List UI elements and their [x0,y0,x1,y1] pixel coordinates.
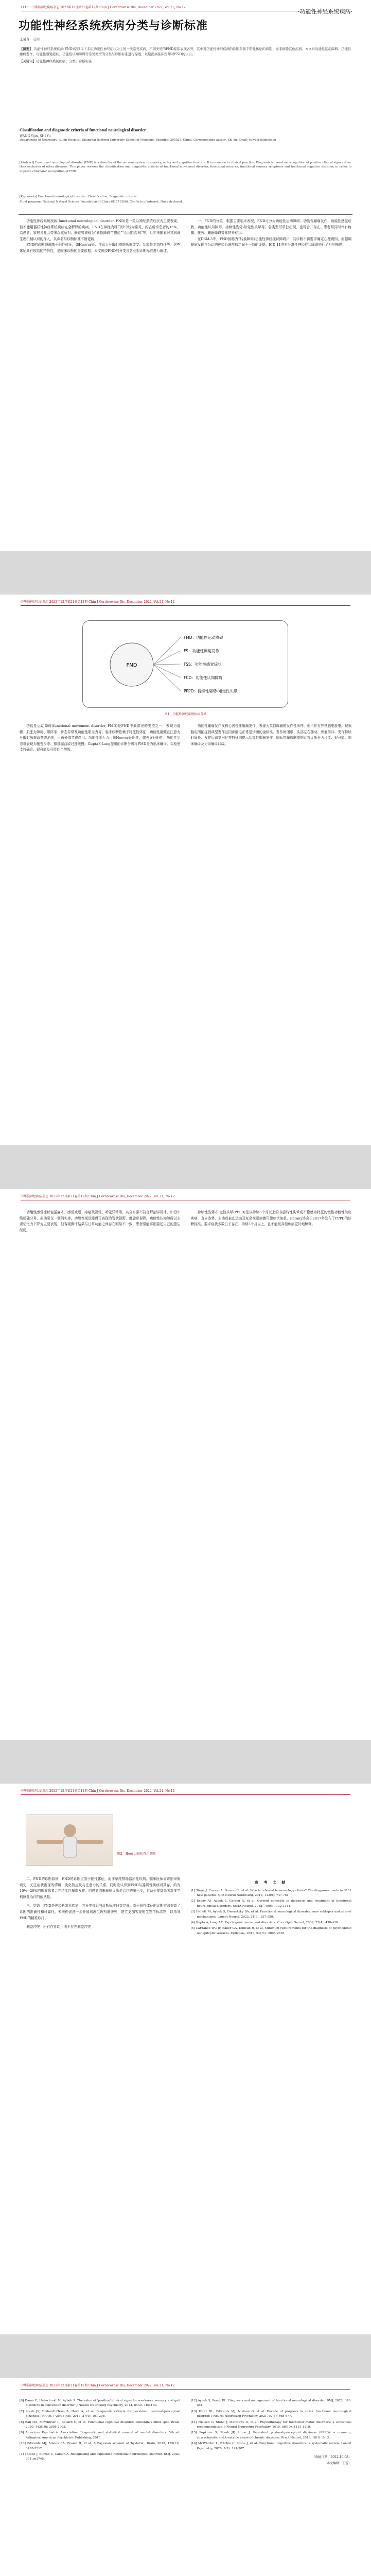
running-header-text: 中华脑神经疾病杂志 2022年12月第21卷第12期 Chin J Cerebrovasc Dis, December 2022, Vol.21, No.12 [31,6,186,9]
abstract-zh [20,46,351,64]
english-affiliation: Department of Neurology, Ruijin Hospital, Shanghai Jiaotong University School of Medicine, Shanghai 200025, China. Corresponding author: Shi Yu, Email: shiyu@example.cn [20,139,276,142]
english-keywords: [Key words] Functional neurological disorder; Classification; Diagnostic criteria [20,195,137,198]
running-header-text: 中华脑神经疾病杂志 2022年12月第21卷第12期 Chin J Cerebrovasc Dis, December 2022, Vol.21, No.12 [21,1789,175,1793]
figure-1 [82,620,288,708]
reference-item: [5] LaFrance WC Jr, Baker GA, Duncan R, et al. Minimum requirements for the diagnosis of psychogenic nonepileptic seizures. Epilepsia, 2013, 54(11): 2005-2018. [190,1927,351,1935]
reference-item: [10] Edwards MJ, Adams RA, Brown H, et al. A Bayesian account of 'hysteria'. Brain, 2012, 135(11): 3495-3512. [20,2442,181,2450]
reference-item: [4] Gupta A, Lang AE. Psychogenic movement disorders. Curr Opin Neurol, 2009, 22(4): 430-436. [190,1921,339,1925]
english-abstract: [Abstract] Functional neurological disorder (FND) is a disorder of the nervous system in sensory, motor and cognitive function. It is common in clinical practice. Diagnosis is based on recognition of positive clinical signs rather than exclusion of other diseases. This paper reviews the classification and diagnostic criteria of functional movement disorder, functional seizures, functional sensory symptoms and functional cognitive disorder, in order to improve clinicians' recognition of FND. [20,161,351,173]
page-5 [0,2378,371,2576]
figure-1-connector [153,665,181,677]
paragraph: 三、结语 FND是神经科常见疾病，其分类体系与诊断标准日益完善。基于阳性体征的诊断方法提高了诊断的准确性和可靠性。未来仍需进一步开展病理生理机制研究，建立更加客观的生物学标志物，以指导FND的精准诊疗。 [20,1904,181,1920]
fnd-hub-label: FND [126,663,137,668]
page-number: 1116 [21,6,29,9]
reference-item: [2] Espay AJ, Aybek S, Carson A, et al. Current concepts in diagnosis and treatment of functional neurological disorders. JAMA Neurol, 2018, 75(9): 1132-1141. [190,1900,351,1908]
paragraph: 持续性姿势-知觉性头晕(PPPD)是以持续3个月以上的非旋转性头晕或不稳感为特征的慢性功能性前庭疾病，直立姿势、主动或被动运动及复杂视觉刺激可使症状加重。Bárány协会于2017年发布了PPPD的诊断标准，要求症状多数日子存在、持续3个月以上，且不能被其他疾病更好地解释。 [190,1210,351,1227]
reference-item: [8] Ball HA, McWhirter L, Ballard C, et al. Functional cognitive disorder: dementia's blind spot. Brain, 2020, 143(10): 2895-2903. [20,2420,181,2429]
page-title: 功能性神经系统疾病分类与诊断标准 [19,20,208,32]
conflict-statement: 利益冲突 所有作者均声明不存在利益冲突 [26,1925,91,1929]
figure-1-connector [153,637,181,665]
received-date: （收稿日期：2022-10-08） [312,2455,351,2460]
reference-list [20,2399,181,2462]
reference-item: [11] Stone J, Burton C, Carson A. Recognising and explaining functional neurological disorder. BMJ, 2020, 371: m3745. [20,2453,181,2461]
figure-1-items [153,635,238,693]
abstract-label: 【摘要】 [20,47,33,51]
reference-item: [3] Hallett M, Aybek S, Dworetzky BA, et al. Functional neurological disorder: new subtypes and shared mechanisms. Lancet Neurol, 2022, 21(6): 537-550. [190,1910,351,1919]
abstract-text: 功能性神经系统疾病(FND)是以以下多组功能性神经症状为主的一类常见疾病，不同类型的FND临床表现各异，其中对功能性神经疾病的诊断多基于阳性体征的识别，而非排除其他疾病。本文对功能性运动障碍、功能性癫痫发作、功能性感觉症状、功能性认知障碍等常见类型的分类与诊断标准进行综述，以期提高临床医师对FND的认识。 [20,47,351,56]
paragraph: 在DSM-5中，FND被称为“转换障碍(功能性神经症状障碍)”，其诊断不再要求确定心理诱因，而强调临床发现与公认的神经系统疾病之间不一致的证据。ICD-11亦对分离性神经症状障碍进行了相应描述。 [190,236,351,247]
running-header [21,1788,350,1795]
reference-item: [9] American Psychiatric Association. Diagnostic and statistical manual of mental disorders. 5th ed. Arlington: American Psychiatric Publishing, 2013. [20,2431,181,2439]
column-left [20,218,181,533]
figure-1-item: FSS：功能性感觉症状 [184,662,222,667]
column-right [191,1876,352,2319]
column-right [191,1210,352,1725]
page-3 [0,1189,371,1740]
figure-1-connector [153,664,181,665]
reference-list [191,2399,352,2451]
paragraph: 一、FND的分类 根据主要临床表现，FND可分为功能性运动障碍、功能性癫痫发作、功能性感觉症状、功能性认知障碍、持续性姿势-知觉性头晕等。各类型可单独出现，也可合并存在。患者常同时伴有疼痛、疲劳、睡眠障碍等非特异症状。 [190,219,351,235]
reference-item: [12] Aybek S, Perez DL. Diagnosis and management of functional neurological disorder. BMJ, 2022, 376: o64. [190,2399,351,2408]
running-header-text: 中华脑神经疾病杂志 2022年12月第21卷第12期 Chin J Cerebrovasc Dis, December 2022, Vol.21, No.12 [21,600,175,604]
column-right [191,723,352,1130]
column-left [20,723,181,1130]
paragraph: 功能性运动障碍(functional movement disorder, FMD)是FND中最常见的类型之一，表现为震颤、肌张力障碍、肌阵挛、步态异常及功能性肌无力等。临床诊断依赖于特征性体征：功能性震颤在注意力分散时频率改变或消失，可被外部节律牵引；功能性肌无力可见Hoover征阳性、髋外展征阳性；功能性步态常表现为拖曳步态、膝部屈曲或过度缓慢。Gupta和Lang提出的诊断分级将FMD分为临床确诊、实验室支持确诊、很可能及可能四个等级。 [20,724,181,752]
head-shape [64,1824,76,1837]
reference-item: [16] McWhirter L, Ritchie C, Stone J, et al. Functional cognitive disorders: a systematic review. Lancet Psychiatry, 2020, 7(2): 191-207. [190,2442,351,2450]
page-1 [0,0,371,551]
arm-right-shape [77,1840,103,1844]
references-heading: 参 考 文 献 [255,1880,288,1885]
running-header [21,2382,350,2389]
english-title: Classification and diagnostic criteria of functional neurological disorder [20,128,146,132]
paragraph: 功能性感觉症状包括麻木、感觉减退、疼痛及视觉、听觉异常等，其分布常不符合解剖学规律，如沿中线精确分界、振动觉仅一侧消失等。功能性视觉障碍可表现为管状视野、螺旋形视野。功能性认知障碍以主观记忆力下降为主要表现，但客观测评结果与日常功能之间存在明显不一致，患者常能详细描述自己的遗忘经历。 [20,1210,181,1232]
running-header [21,599,350,606]
figure-1-caption: 图1 功能性神经系统疾病分类 [164,713,207,716]
paragraph: 二、FND的诊断原则 FND的诊断应基于阳性体征，而非单纯排除器质性疾病。临床医师需详细采集病史，关注症状出现的情境、变化特点及与注意力的关系。同时应认识到FND与器质性疾病可共存，约有10%~20%的癫痫患者合并功能性癫痫发作。向患者清晰解释诊断是治疗的第一步，有助于提高患者对多学科康复治疗的依从性。 [20,1877,181,1899]
figure-2-caption: 图2 Hoover征检查示意图 [117,1852,156,1856]
column-title: ·功能性神经系统疾病· [298,8,352,15]
page-4 [0,1784,371,2334]
figure-1-item: FS：功能性癫痫发作 [184,649,219,653]
body-columns [20,2399,351,2576]
torso-shape [63,1837,77,1857]
paragraph: FND的诊断强调基于阳性体征，如Hoover征、注意力分散时震颤频率改变、功能性步态特征等。这些体征具有较高的特异性，是临床诊断的重要依据。本文围绕FND的分类及各亚型诊断标准进行阐述。 [20,243,181,253]
paragraph: 功能性癫痫发作又称心因性非癫痫发作，表现为类似癫痫的发作性事件，但不伴有异常脑电放电。视频脑电图捕捉到典型发作且同步脑电正常是诊断的金标准。发作时闭眼、头部左右摆动、骨盆前冲、发作持续时间长、发作后即刻回忆等特征均提示功能性癫痫发作。国际抗癫痫联盟据此将诊断分为可能、很可能、临床确诊及记录确诊四级。 [190,724,351,746]
figure-1-item: FCD：功能性认知障碍 [184,675,223,680]
reference-item: [1] Stone J, Carson A, Duncan R, et al. Who is referred to neurology clinics? The diagnoses made in 3781 new patients. Clin Neurol Neurosurg, 2010, 112(9): 747-751. [190,1889,351,1897]
person-figure [26,1815,114,1867]
figure-1-item: FMD：功能性运动障碍 [184,635,223,640]
reference-item: [6] Daum C, Hubschmid M, Aybek S. The value of 'positive' clinical signs for weakness, sensory and gait disorders in conversion disorder. J Neurol Neurosurg Psychiatry, 2014, 85(2): 180-190. [20,2399,181,2408]
english-authors: WANG Yijin, SHI Yu [20,134,51,138]
keywords-zh: 【关键词】功能性神经系统疾病；分类；诊断标准 [20,59,92,63]
column-left [20,2399,181,2576]
body-columns [20,218,351,533]
running-header-text: 中华脑神经疾病杂志 2022年12月第21卷第12期 Chin J Cerebrovasc Dis, December 2022, Vol.21, No.12 [21,2384,175,2387]
body-columns [20,1876,351,2319]
reference-item: [15] Popkirov S, Staab JP, Stone J. Persistent postural-perceptual dizziness (PPPD): a common, characteristic and treatable cause of chronic dizziness. Pract Neurol, 2018, 18(1): 5-13. [190,2431,351,2439]
figure-1-connector [153,651,181,665]
column-right [191,218,352,533]
body-columns [20,1210,351,1725]
running-header [21,1193,350,1200]
figure-1-connector [153,665,181,691]
column-right [191,2399,352,2576]
reference-list [191,1889,352,1937]
editor-note: （本文编辑：王蕾） [323,2461,351,2465]
column-left [20,1876,181,2319]
figure-1-item: PPPD：持续性姿势-知觉性头晕 [184,689,238,693]
column-left [20,1210,181,1725]
authors: 王易晋 石雨 [20,37,40,41]
paragraph: 功能性神经系统疾病(functional neurological disorder, FND)是一类以神经系统症状为主要表现、但不能用器质性神经系统疾病完全解释的疾病。FND在神经内科门诊中较为常见，约占新诊患者的16%，给患者、家庭及社会带来沉重负担。既往曾被称为“转换障碍”“癔症”“心因性疾病”等，近年来随着对其病理生理机制认识的深入，其命名与诊断标准不断更新。 [20,219,181,241]
body-columns [20,723,351,1130]
arm-left-shape [37,1840,63,1844]
figure-1-diagram [83,621,289,708]
reference-item: [7] Staab JP, Eckhardt-Henn A, Horii A, et al. Diagnostic criteria for persistent postural-perceptual dizziness (PPPD). J Vestib Res, 2017, 27(4): 191-208. [20,2410,181,2418]
page-2 [0,595,371,1145]
reference-item: [14] Nielsen G, Stone J, Matthews A, et al. Physiotherapy for functional motor disorders: a consensus recommendation. J Neurol Neurosurg Psychiatry, 2015, 86(10): 1113-1119. [190,2420,351,2429]
reference-item: [13] Perez DL, Edwards MJ, Nielsen G, et al. Decade of progress in motor functional neurological disorder. J Neurol Neurosurg Psychiatry, 2021, 92(6): 668-677. [190,2410,351,2418]
running-header-text: 中华脑神经疾病杂志 2022年12月第21卷第12期 Chin J Cerebrovasc Dis, December 2022, Vol.21, No.12 [21,1195,175,1198]
fund-program: Fund program: National Natural Science Foundation of China (81771366). Conflicts of interest: None declared. [20,200,183,204]
divider [19,214,352,215]
figure-2-photo [26,1815,113,1866]
